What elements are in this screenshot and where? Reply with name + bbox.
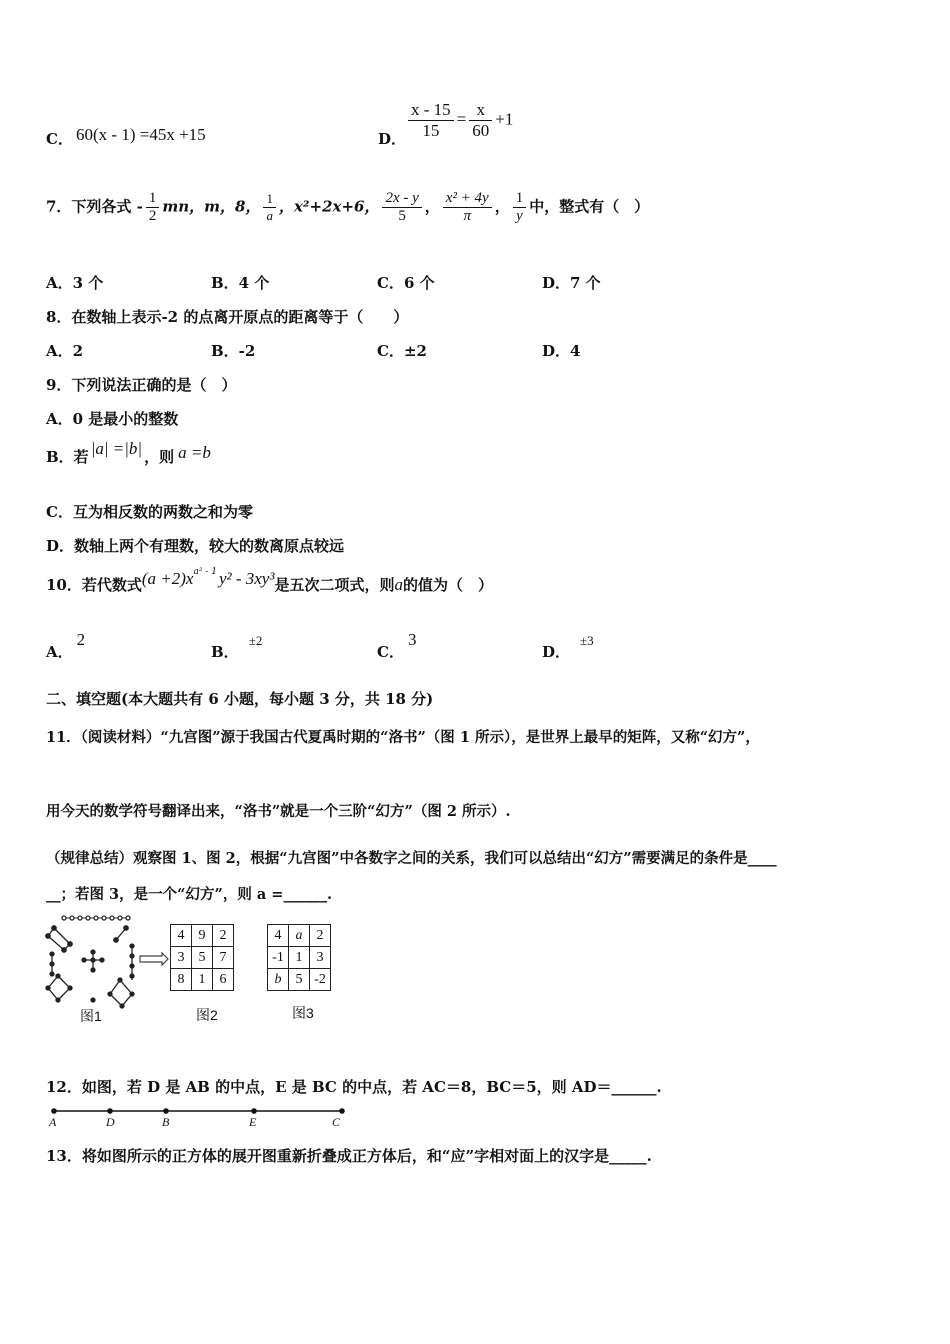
point-d-label: D	[106, 1115, 115, 1129]
q10-option-d[interactable]: D．±3	[542, 633, 594, 661]
point-b-label: B	[162, 1115, 170, 1129]
q9-option-d[interactable]: D．数轴上两个有理数，较大的数离原点较远	[46, 537, 345, 555]
question-13: 13．将如图所示的正方体的展开图重新折叠成正方体后，和“应”字相对面上的汉字是_____.	[46, 1147, 652, 1165]
point-c-label: C	[332, 1115, 341, 1129]
q6-option-c-label: C．	[46, 130, 73, 148]
q6-option-c-expression: 60(x - 1) =45x +15	[76, 125, 206, 144]
q9-option-b[interactable]: B．若 |a| =|b| ，则 a =b	[46, 439, 211, 466]
fraction: $\frac{x - 15}{15}$	[408, 100, 454, 141]
question-12: 12．如图，若 D 是 AB 的中点，E 是 BC 的中点，若 AC＝8，BC＝5，则 AD＝______.	[46, 1078, 662, 1096]
q6-option-d-label: D．	[378, 130, 407, 148]
q6-option-d-expression: $\frac{x - 15}{15}$ = $\frac{x}{60}$ +1	[405, 100, 513, 141]
question-10: 10．若代数式$(a +2)x^{a^2 - 1}$ y² - 3xy³是五次二项式，则a的值为（ ）	[46, 567, 493, 594]
q7-option-c[interactable]: C．6 个	[377, 274, 435, 292]
number-line-figure	[44, 1104, 354, 1130]
question-9: 9．下列说法正确的是（ ）	[46, 376, 237, 394]
fraction: $\frac{x}{60}$	[469, 100, 492, 141]
q8-option-b[interactable]: B．-2	[211, 342, 256, 360]
q7-option-a[interactable]: A．3 个	[46, 274, 104, 292]
figure-2-caption: 图2	[196, 1007, 218, 1023]
section-2-heading: 二、填空题(本大题共有 6 小题，每小题 3 分，共 18 分)	[46, 690, 434, 708]
point-e-label: E	[249, 1115, 257, 1129]
question-11-line-4: __；若图 3，是一个“幻方”，则 a =______.	[46, 886, 333, 903]
q7-option-b[interactable]: B．4 个	[211, 274, 270, 292]
figure-3-caption: 图3	[292, 1005, 314, 1021]
q7-option-d[interactable]: D．7 个	[542, 274, 601, 292]
q10-option-b[interactable]: B．±2	[211, 633, 263, 661]
figure-1-caption: 图1	[80, 1008, 102, 1024]
q8-option-a[interactable]: A．2	[46, 342, 84, 360]
question-11-line-1: 11．（阅读材料）“九宫图”源于我国古代夏禹时期的“洛书”（图 1 所示），是世界上最早的矩阵，又称“幻方”，	[46, 729, 760, 746]
luoshu-figure	[44, 914, 144, 1014]
q10-option-c[interactable]: C．3	[377, 630, 417, 661]
q8-option-d[interactable]: D．4	[542, 342, 581, 360]
magic-square-figure-3: 4 a 2 -1 1 3 b 5 -2	[267, 924, 331, 991]
q8-option-c[interactable]: C．±2	[377, 342, 427, 360]
question-11-line-2: 用今天的数学符号翻译出来，“洛书”就是一个三阶“幻方”（图 2 所示）.	[46, 803, 511, 820]
question-8: 8．在数轴上表示-2 的点离开原点的距离等于（ ）	[46, 308, 409, 326]
point-a-label: A	[49, 1115, 57, 1129]
q9-option-c[interactable]: C．互为相反数的两数之和为零	[46, 503, 253, 521]
q9-option-a[interactable]: A．0 是最小的整数	[46, 410, 179, 428]
magic-square-figure-2: 4 9 2 3 5 7 8 1 6	[170, 924, 234, 991]
arrow-right-icon	[138, 952, 170, 966]
question-11-line-3: （规律总结）观察图 1、图 2，根据“九宫图”中各数字之间的关系，我们可以总结出“幻方”需要满足的条件是____	[46, 850, 777, 867]
q10-option-a[interactable]: A．2	[46, 630, 86, 661]
question-7: 7．下列各式 - $\frac{1}{2}$ mn，m，8， $\frac{1}{a}$ ，x²+2x+6， $\frac{2x - y}{5}$ ， $\frac{\text{x² + 4y}}{\pi}$ ， $\frac{1}{y}$ 中，整式有（ ）	[46, 190, 650, 224]
